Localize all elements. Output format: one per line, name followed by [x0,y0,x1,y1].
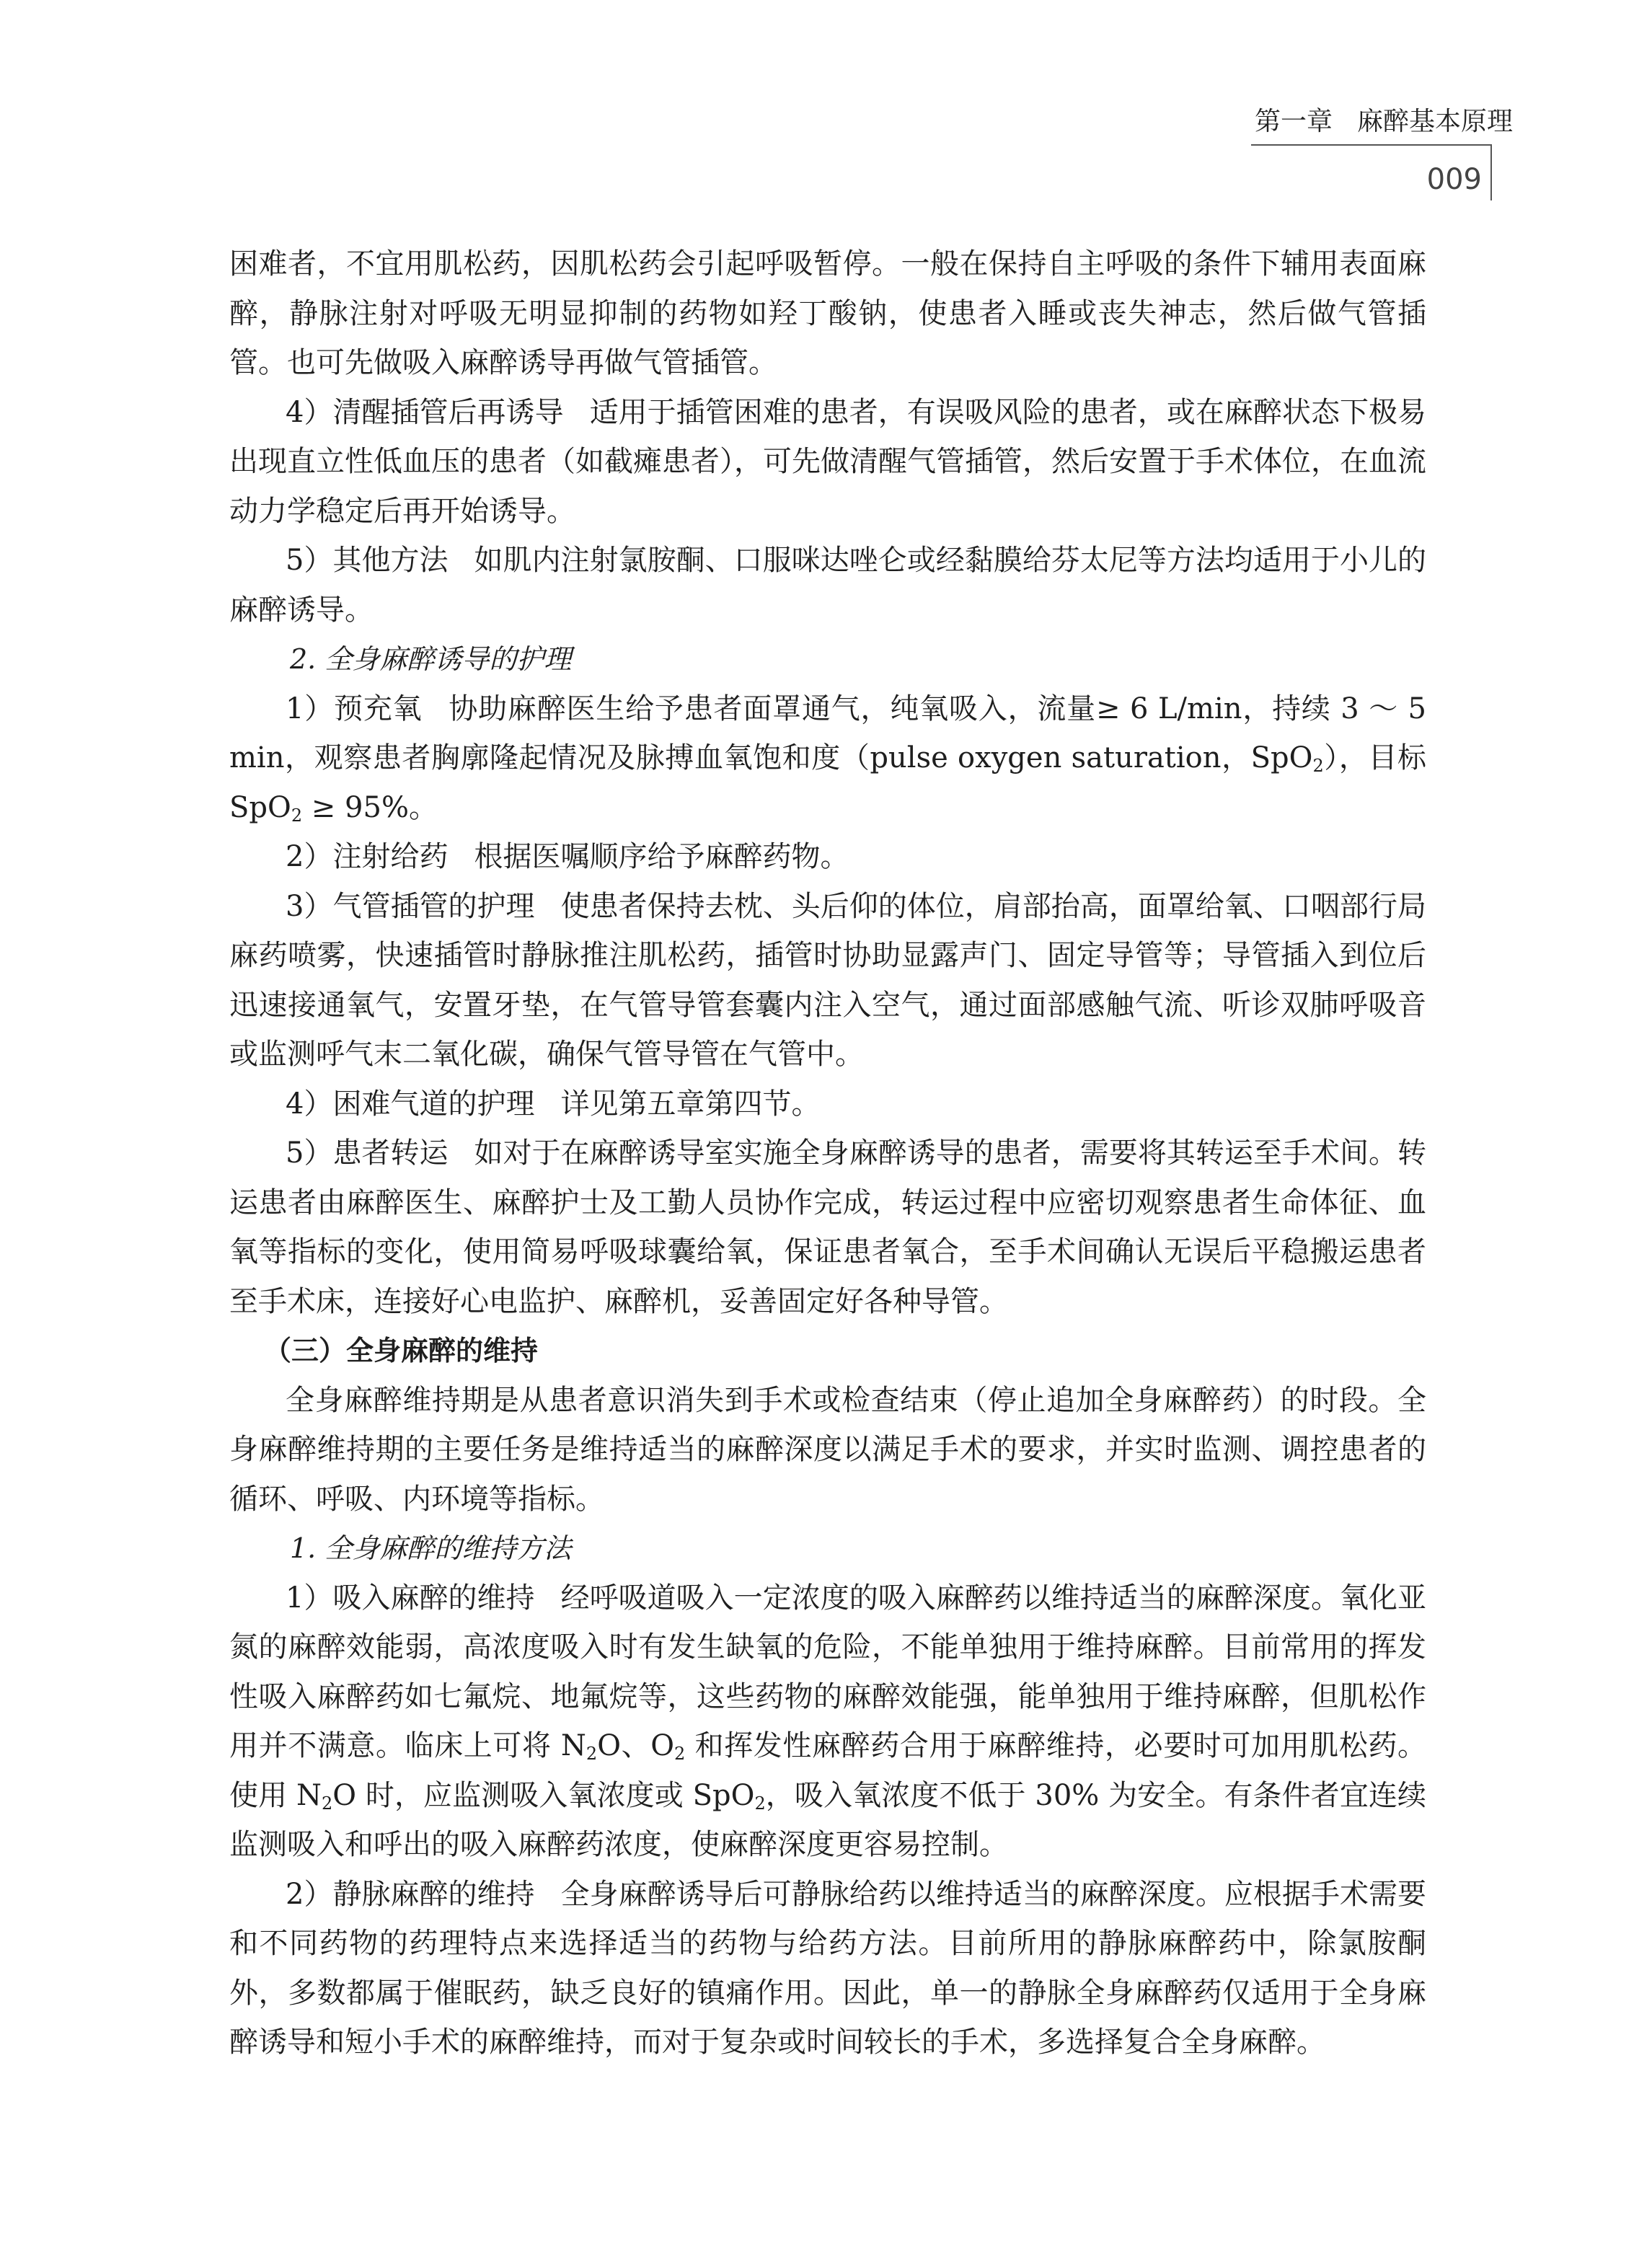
paragraph-awake-intubation: 4）清醒插管后再诱导 适用于插管困难的患者，有误吸风险的患者，或在麻醉状态下极易出现直立性低血压的患者（如截瘫患者），可先做清醒气管插管，然后安置于手术体位，在血流动力学稳定后再开始诱导。 [229,395,1426,528]
paragraph-other-methods: 5）其他方法 如肌内注射氯胺酮、口服咪达唑仑或经黏膜给芬太尼等方法均适用于小儿的麻醉诱导。 [229,544,1427,627]
paragraph-patient-transfer: 5）患者转运 如对于在麻醉诱导室实施全身麻醉诱导的患者，需要将其转运至手术间。转运患者由麻醉医生、麻醉护士及工勤人员协作完成，转运过程中应密切观察患者生命体征、血氧等指标的变化，使用简易呼吸球囊给氧，保证患者氧合，至手术间确认无误后平稳搬运患者至手术床，连接好心电监护、麻醉机，妥善固定好各种导管。 [229,1136,1427,1318]
paragraph-lead: 4）清醒插管后再诱导 [286,395,564,429]
page-body [229,239,1426,2067]
paragraph-lead: 1）预充氧 [286,692,423,725]
paragraph-preoxygenation: 1）预充氧 协助麻醉医生给予患者面罩通气，纯氧吸入，流量≥ 6 L/min，持续 3 ～ 5 min，观察患者胸廓隆起情况及脉搏血氧饱和度（pulse oxygen saturation，SpO$_2$），目标 SpO$_2$ ≥ 95%。 [229,692,1427,826]
running-head [1255,101,1514,138]
chapter-number: 第一章 [1255,107,1333,136]
paragraph-lead: 3）气管插管的护理 [286,889,535,923]
paragraph-maintenance-intro: 全身麻醉维持期是从患者意识消失到手术或检查结束（停止追加全身麻醉药）的时段。全身麻醉维持期的主要任务是维持适当的麻醉深度以满足手术的要求，并实时监测、调控患者的循环、呼吸、内环境等指标。 [229,1383,1426,1516]
header-rule [1251,144,1490,146]
subheading-maintenance-methods: 1. 全身麻醉的维持方法 [290,1532,572,1564]
section-heading-maintenance: （三）全身麻醉的维持 [264,1335,539,1366]
paragraph-inhalation-maintenance: 1）吸入麻醉的维持 经呼吸道吸入一定浓度的吸入麻醉药以维持适当的麻醉深度。氧化亚氮的麻醉效能弱，高浓度吸入时有发生缺氧的危险，不能单独用于维持麻醉。目前常用的挥发性吸入麻醉药如七氟烷、地氟烷等，这些药物的麻醉效能强，能单独用于维持麻醉，但肌松作用并不满意。临床上可将 $N_2O$、$O_2$ 和挥发性麻醉药合用于麻醉维持，必要时可加用肌松药。使用 $N_2O$ 时，应监测吸入氧浓度或 SpO$_2$，吸入氧浓度不低于 30% 为安全。有条件者宜连续监测吸入和呼出的吸入麻醉药浓度，使麻醉深度更容易控制。 [229,1581,1426,1861]
paragraph-lead: 2）静脉麻醉的维持 [286,1877,535,1911]
paragraph-lead: 5）其他方法 [286,544,449,577]
chapter-title: 麻醉基本原理 [1357,107,1514,136]
paragraph-iv-maintenance: 2）静脉麻醉的维持 全身麻醉诱导后可静脉给药以维持适当的麻醉深度。应根据手术需要和不同药物的药理特点来选择适当的药物与给药方法。目前所用的静脉麻醉药中，除氯胺酮外，多数都属于催眠药，缺乏良好的镇痛作用。因此，单一的静脉全身麻醉药仅适用于全身麻醉诱导和短小手术的麻醉维持，而对于复杂或时间较长的手术，多选择复合全身麻醉。 [229,1877,1426,2059]
header-vertical-rule [1490,144,1492,200]
paragraph-difficult-airway: 4）困难气道的护理 详见第五章第四节。 [286,1087,821,1121]
paragraph-1: 困难者，不宜用肌松药，因肌松药会引起呼吸暂停。一般在保持自主呼吸的条件下辅用表面麻醉，静脉注射对呼吸无明显抑制的药物如羟丁酸钠，使患者入睡或丧失神志，然后做气管插管。也可先做吸入麻醉诱导再做气管插管。 [229,247,1426,379]
paragraph-intubation-nursing: 3）气管插管的护理 使患者保持去枕、头后仰的体位，肩部抬高，面罩给氧、口咽部行局麻药喷雾，快速插管时静脉推注肌松药，插管时协助显露声门、固定导管等；导管插入到位后迅速接通氧气，安置牙垫，在气管导管套囊内注入空气，通过面部感触气流、听诊双肺呼吸音或监测呼气末二氧化碳，确保气管导管在气管中。 [229,889,1426,1071]
paragraph-injection: 2）注射给药 根据医嘱顺序给予麻醉药物。 [286,840,849,873]
paragraph-lead: 2）注射给药 [286,840,449,873]
paragraph-lead: 1）吸入麻醉的维持 [286,1581,535,1615]
page-number: 009 [1426,163,1482,196]
paragraph-lead: 5）患者转运 [286,1136,449,1170]
paragraph-lead: 4）困难气道的护理 [286,1087,535,1121]
subheading-induction-nursing: 2. 全身麻醉诱导的护理 [290,643,572,675]
